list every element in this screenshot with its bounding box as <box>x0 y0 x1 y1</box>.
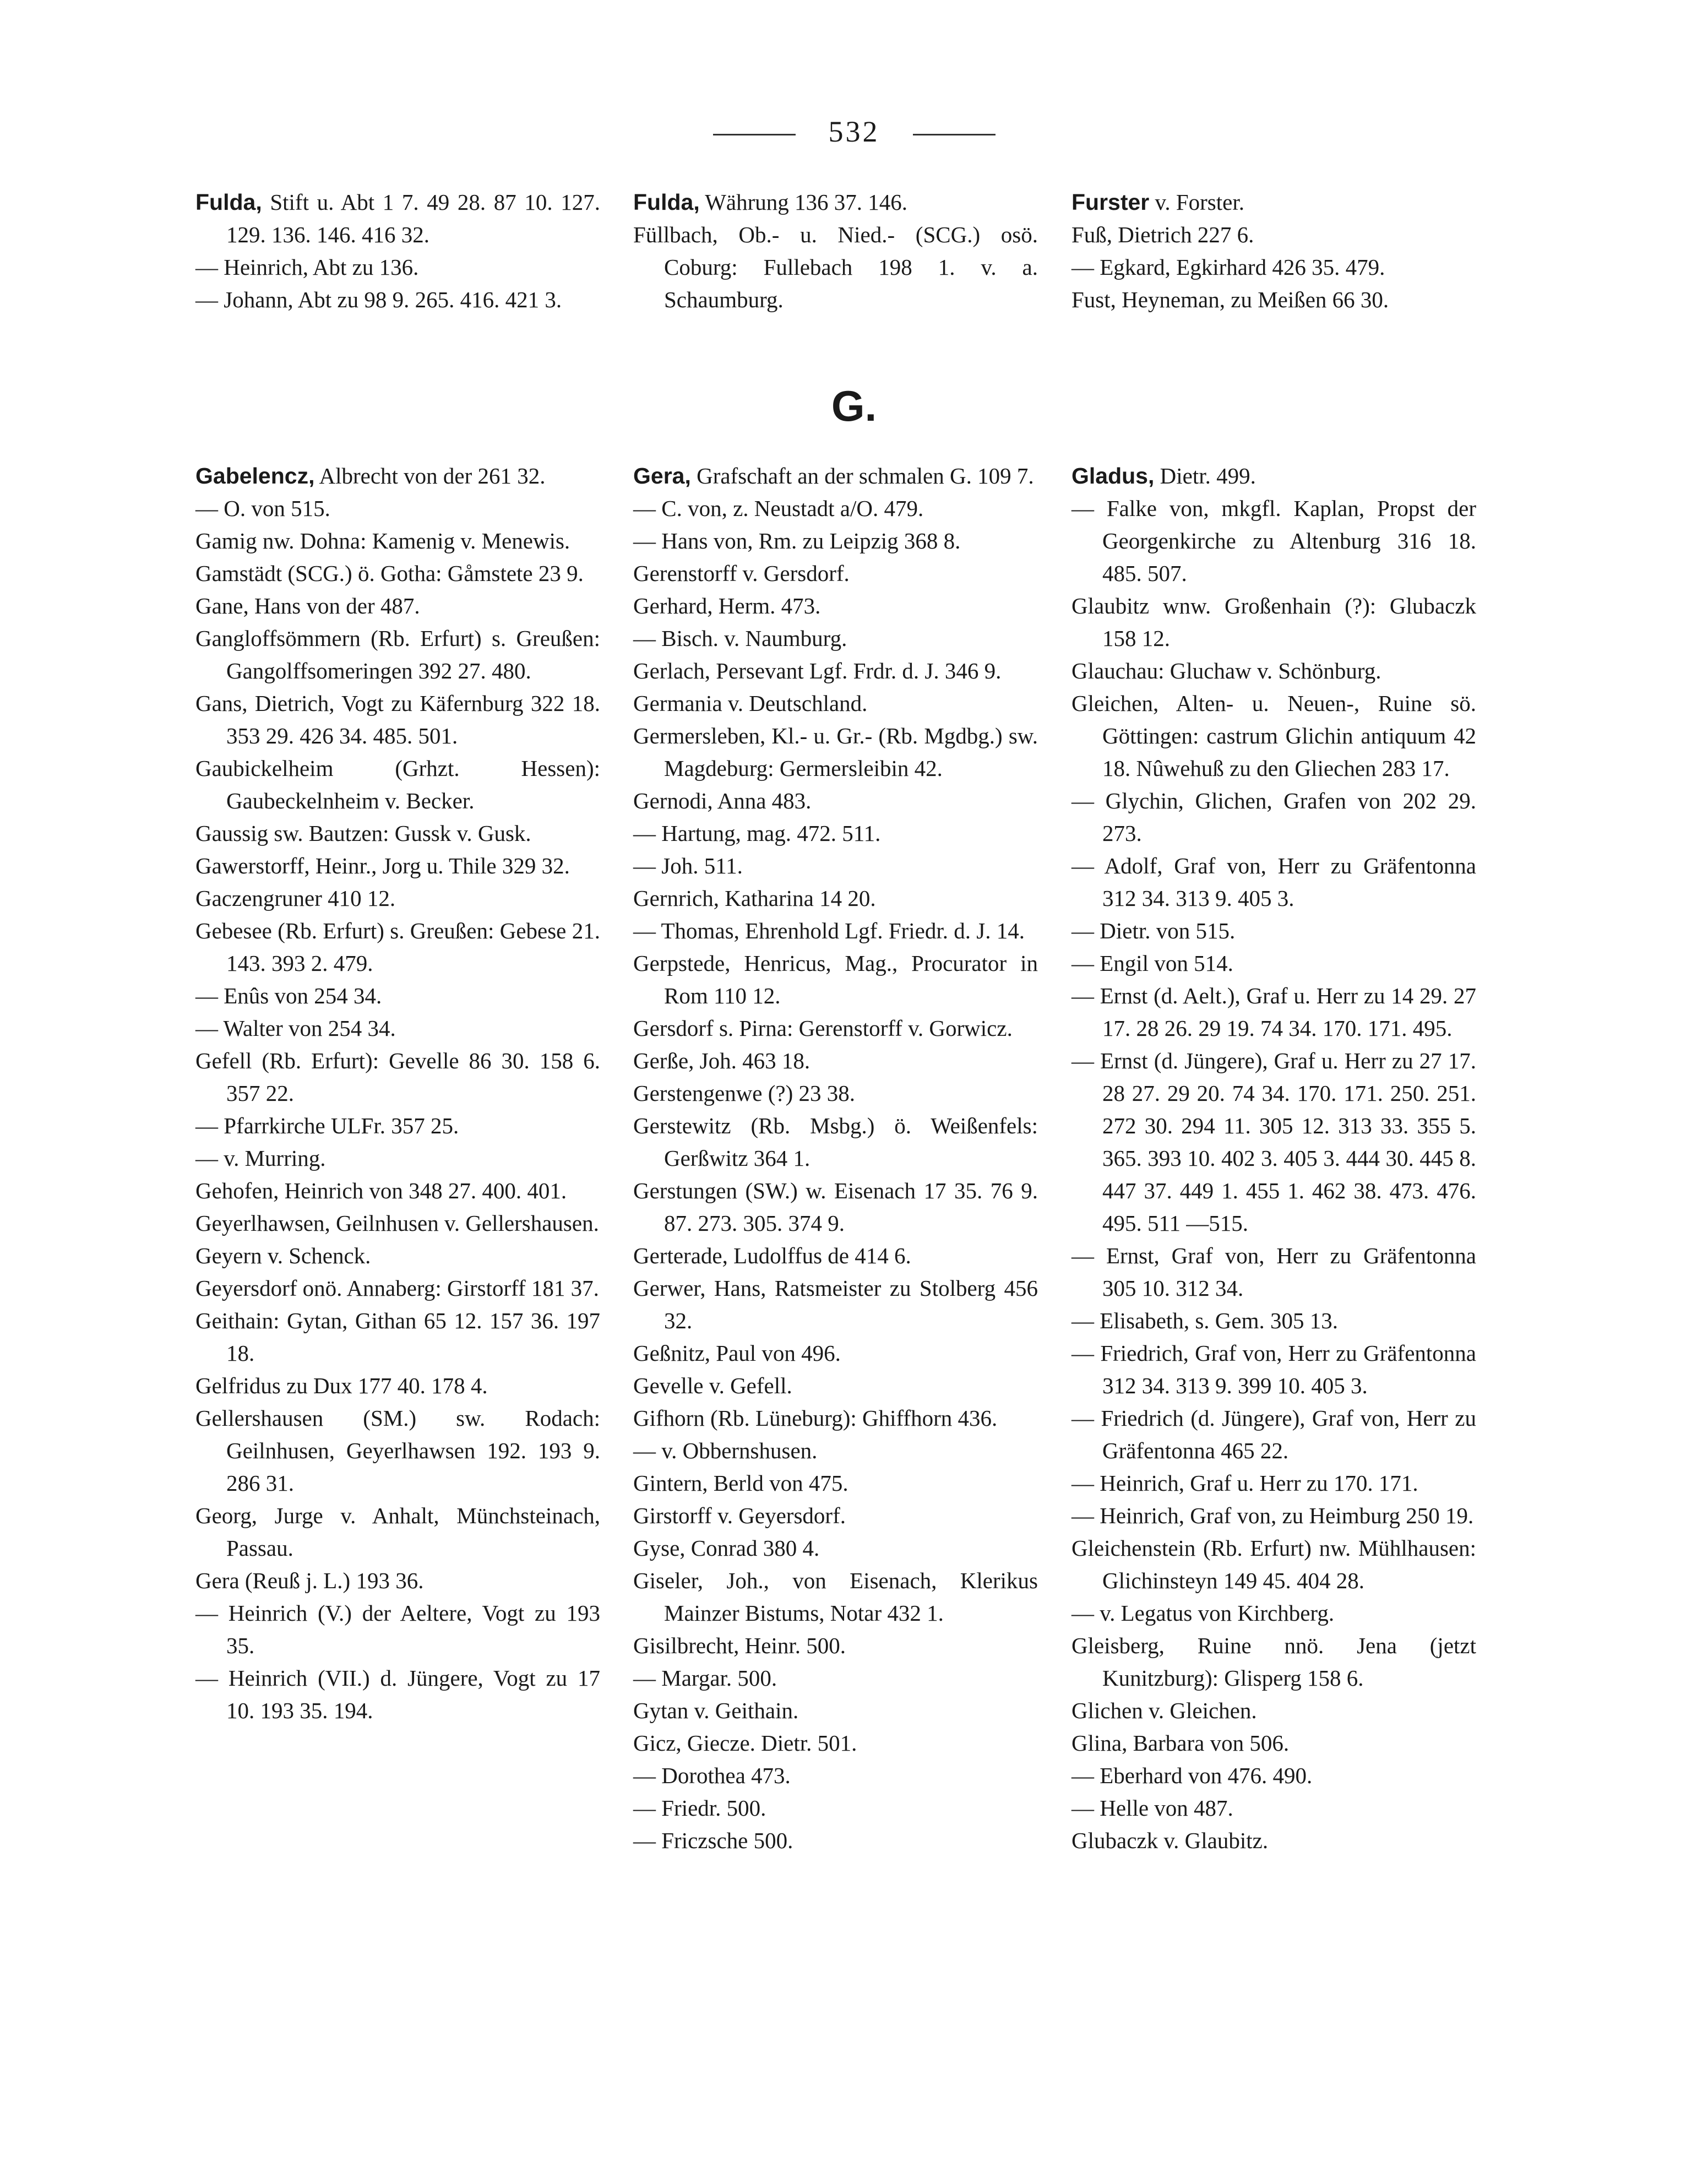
main-column-2 <box>633 460 1038 1857</box>
entry-text: Gera (Reuß j. L.) 193 36. <box>195 1568 424 1593</box>
top-column-2 <box>633 186 1038 316</box>
index-entry <box>195 622 600 687</box>
entry-text: — Thomas, Ehrenhold Lgf. Friedr. d. J. 14. <box>633 918 1025 943</box>
index-entry <box>633 1695 1038 1727</box>
index-entry <box>633 590 1038 622</box>
entry-text: — Ernst (d. Jüngere), Graf u. Herr zu 27 17. 28 27. 29 20. 74 34. 170. 171. 250. 251. 272 30. 294 11. 305 12. 313 33. 355 5. 365. 393 10. 402 3. 405 3. 444 30. 445 8. 447 37. 449 1. 455 1. 462 38. 473. 476. 495. 511 —515. <box>1071 1048 1476 1236</box>
index-entry <box>633 1662 1038 1695</box>
index-entry <box>195 1662 600 1727</box>
entry-text: — Adolf, Graf von, Herr zu Gräfentonna 312 34. 313 9. 405 3. <box>1071 853 1476 911</box>
entry-text: — Eberhard von 476. 490. <box>1071 1763 1313 1788</box>
index-entry <box>1071 1337 1476 1402</box>
entry-text: Gawerstorff, Heinr., Jorg u. Thile 329 32. <box>195 853 570 878</box>
index-entry <box>1071 1727 1476 1760</box>
index-entry <box>633 947 1038 1012</box>
index-entry <box>195 590 600 622</box>
index-entry <box>633 460 1038 492</box>
entry-text: Währung 136 37. 146. <box>699 189 908 215</box>
right-rule <box>913 134 996 135</box>
entry-text: — Heinrich, Abt zu 136. <box>195 254 419 280</box>
top-column-3 <box>1071 186 1476 316</box>
index-entry <box>1071 284 1476 316</box>
index-entry <box>633 622 1038 655</box>
entry-text: — Bisch. v. Naumburg. <box>633 626 847 651</box>
index-entry <box>195 915 600 980</box>
entry-text: Stift u. Abt 1 7. 49 28. 87 10. 127. 129. 136. 146. 416 32. <box>226 189 600 247</box>
entry-text: Fust, Heyneman, zu Meißen 66 30. <box>1071 287 1389 312</box>
index-entry <box>195 850 600 882</box>
page-number-text: 532 <box>828 115 880 148</box>
index-entry <box>1071 915 1476 947</box>
index-entry <box>1071 947 1476 980</box>
entry-text: — Engil von 514. <box>1071 951 1233 976</box>
entry-text: — Egkard, Egkirhard 426 35. 479. <box>1071 254 1385 280</box>
entry-text: Gaubickelheim (Grhzt. Hessen): Gaubeckelnheim v. Becker. <box>195 756 600 813</box>
index-entry <box>1071 1630 1476 1695</box>
entry-text: — Walter von 254 34. <box>195 1016 396 1041</box>
index-entry <box>633 186 1038 219</box>
entry-text: — Heinrich (VII.) d. Jüngere, Vogt zu 17 10. 193 35. 194. <box>195 1665 600 1723</box>
entry-text: Gans, Dietrich, Vogt zu Käfernburg 322 18. 353 29. 426 34. 485. 501. <box>195 691 600 748</box>
entry-text: Gerterade, Ludolffus de 414 6. <box>633 1243 911 1268</box>
entry-head: Gabelencz, <box>195 463 315 488</box>
entry-text: — Helle von 487. <box>1071 1795 1233 1821</box>
entry-text: Gellershausen (SM.) sw. Rodach: Geilnhusen, Geyerlhawsen 192. 193 9. 286 31. <box>195 1405 600 1496</box>
entry-text: Gebesee (Rb. Erfurt) s. Greußen: Gebese 21. 143. 393 2. 479. <box>195 918 600 976</box>
entry-text: — v. Obbernshusen. <box>633 1438 818 1463</box>
index-entry <box>633 219 1038 316</box>
index-entry <box>1071 1045 1476 1240</box>
index-entry <box>195 1597 600 1662</box>
entry-text: — O. von 515. <box>195 496 330 521</box>
entry-text: Gangloffsömmern (Rb. Erfurt) s. Greußen: Gangolffsomeringen 392 27. 480. <box>195 626 600 683</box>
entry-text: Geßnitz, Paul von 496. <box>633 1340 841 1366</box>
entry-text: Gamig nw. Dohna: Kamenig v. Menewis. <box>195 528 570 553</box>
entry-text: Geyersdorf onö. Annaberg: Girstorff 181 37. <box>195 1275 599 1301</box>
index-entry <box>633 1012 1038 1045</box>
index-entry <box>195 1305 600 1370</box>
index-entry <box>633 1110 1038 1175</box>
index-entry <box>1071 1792 1476 1824</box>
entry-text: Gerße, Joh. 463 18. <box>633 1048 811 1073</box>
entry-text: Gamstädt (SCG.) ö. Gotha: Gåmstete 23 9. <box>195 561 584 586</box>
entry-text: Gleisberg, Ruine nnö. Jena (jetzt Kunitzburg): Glisperg 158 6. <box>1071 1633 1476 1691</box>
entry-text: Gerstewitz (Rb. Msbg.) ö. Weißenfels: Gerßwitz 364 1. <box>633 1113 1038 1171</box>
index-entry <box>195 557 600 590</box>
entry-text: Gerstungen (SW.) w. Eisenach 17 35. 76 9. 87. 273. 305. 374 9. <box>633 1178 1038 1236</box>
entry-text: Gernrich, Katharina 14 20. <box>633 886 876 911</box>
index-entry <box>1071 655 1476 687</box>
entry-text: — Pfarrkirche ULFr. 357 25. <box>195 1113 459 1138</box>
index-entry <box>195 186 600 251</box>
index-entry <box>1071 1402 1476 1467</box>
index-entry <box>633 492 1038 525</box>
entry-text: Gehofen, Heinrich von 348 27. 400. 401. <box>195 1178 567 1203</box>
entry-text: — Hartung, mag. 472. 511. <box>633 821 881 846</box>
index-entry <box>1071 1597 1476 1630</box>
entry-text: Geyern v. Schenck. <box>195 1243 371 1268</box>
entry-text: Gaussig sw. Bautzen: Gussk v. Gusk. <box>195 821 531 846</box>
entry-text: Grafschaft an der schmalen G. 109 7. <box>690 463 1034 488</box>
index-entry <box>633 655 1038 687</box>
entry-text: Gerstengenwe (?) 23 38. <box>633 1080 856 1106</box>
index-entry <box>633 1337 1038 1370</box>
index-entry <box>195 460 600 492</box>
index-entry <box>633 1727 1038 1760</box>
index-entry <box>633 915 1038 947</box>
index-entry <box>633 1272 1038 1337</box>
entry-text: — Margar. 500. <box>633 1665 777 1691</box>
entry-text: Gytan v. Geithain. <box>633 1698 799 1723</box>
index-entry <box>1071 785 1476 850</box>
entry-text: Gleichenstein (Rb. Erfurt) nw. Mühlhausen: Glichinsteyn 149 45. 404 28. <box>1071 1535 1476 1593</box>
entry-text: — Friedrich (d. Jüngere), Graf von, Herr zu Gräfentonna 465 22. <box>1071 1405 1476 1463</box>
main-column-3 <box>1071 460 1476 1857</box>
index-entry <box>1071 1824 1476 1857</box>
entry-text: v. Forster. <box>1149 189 1244 215</box>
index-entry <box>633 1565 1038 1630</box>
index-entry <box>633 1500 1038 1532</box>
entry-text: Geyerlhawsen, Geilnhusen v. Gellershausen. <box>195 1210 599 1236</box>
entry-text: Gerhard, Herm. 473. <box>633 593 821 618</box>
index-entry <box>195 1110 600 1142</box>
entry-text: — Friedr. 500. <box>633 1795 766 1821</box>
index-entry <box>633 1175 1038 1240</box>
entry-text: Albrecht von der 261 32. <box>314 463 546 488</box>
index-entry <box>1071 460 1476 492</box>
index-entry <box>633 1240 1038 1272</box>
entry-text: — Dietr. von 515. <box>1071 918 1236 943</box>
entry-text: Gerpstede, Henricus, Mag., Procurator in Rom 110 12. <box>633 951 1038 1008</box>
index-entry <box>633 1760 1038 1792</box>
index-entry <box>633 1630 1038 1662</box>
index-entry <box>633 1077 1038 1110</box>
entry-text: — Heinrich (V.) der Aeltere, Vogt zu 193 35. <box>195 1600 600 1658</box>
entry-text: — Hans von, Rm. zu Leipzig 368 8. <box>633 528 961 553</box>
index-entry <box>195 525 600 557</box>
index-entry <box>633 1532 1038 1565</box>
entry-text: Gicz, Giecze. Dietr. 501. <box>633 1730 857 1756</box>
index-entry <box>633 1792 1038 1824</box>
index-entry <box>1071 492 1476 590</box>
index-entry <box>1071 1467 1476 1500</box>
index-entry <box>195 1175 600 1207</box>
index-entry <box>633 1467 1038 1500</box>
entry-text: — Enûs von 254 34. <box>195 983 382 1008</box>
index-entry <box>195 882 600 915</box>
entry-text: Gefell (Rb. Erfurt): Gevelle 86 30. 158 6. 357 22. <box>195 1048 600 1106</box>
letter-heading: G. <box>831 382 877 430</box>
entry-head: Gladus, <box>1071 463 1155 488</box>
index-entry <box>1071 687 1476 785</box>
entry-text: Gerwer, Hans, Ratsmeister zu Stolberg 456 32. <box>633 1275 1038 1333</box>
entry-text: Germania v. Deutschland. <box>633 691 868 716</box>
entry-text: Glichen v. Gleichen. <box>1071 1698 1257 1723</box>
entry-text: Gaczengruner 410 12. <box>195 886 396 911</box>
entry-text: Glaubitz wnw. Großenhain (?): Glubaczk 158 12. <box>1071 593 1476 651</box>
entry-text: — Friczsche 500. <box>633 1828 793 1853</box>
index-entry <box>195 1012 600 1045</box>
entry-text: — Heinrich, Graf von, zu Heimburg 250 19. <box>1071 1503 1474 1528</box>
index-entry <box>195 1045 600 1110</box>
index-entry <box>1071 251 1476 284</box>
entry-head: Furster <box>1071 189 1150 215</box>
entry-text: Giseler, Joh., von Eisenach, Klerikus Mainzer Bistums, Notar 432 1. <box>633 1568 1038 1626</box>
index-entry <box>1071 1305 1476 1337</box>
index-entry <box>195 980 600 1012</box>
index-entry <box>195 817 600 850</box>
index-entry <box>633 817 1038 850</box>
left-rule <box>713 134 796 135</box>
entry-text: Gisilbrecht, Heinr. 500. <box>633 1633 846 1658</box>
entry-text: — Ernst (d. Aelt.), Graf u. Herr zu 14 29. 27 17. 28 26. 29 19. 74 34. 170. 171. 495. <box>1071 983 1476 1041</box>
index-entry <box>633 687 1038 720</box>
index-entry <box>1071 980 1476 1045</box>
entry-text: — Glychin, Glichen, Grafen von 202 29. 273. <box>1071 788 1476 846</box>
entry-text: — Joh. 511. <box>633 853 743 878</box>
entry-text: Gleichen, Alten- u. Neuen-, Ruine sö. Göttingen: castrum Glichin antiquum 42 18. Nûwehuß zu den Gliechen 283 17. <box>1071 691 1476 781</box>
main-column-1 <box>195 460 600 1727</box>
index-entry <box>633 525 1038 557</box>
index-entry <box>195 492 600 525</box>
entry-text: Fuß, Dietrich 227 6. <box>1071 222 1254 247</box>
index-entry <box>1071 590 1476 655</box>
index-entry <box>1071 850 1476 915</box>
entry-text: — C. von, z. Neustadt a/O. 479. <box>633 496 924 521</box>
entry-head: Fulda, <box>633 189 700 215</box>
index-entry <box>195 1272 600 1305</box>
entry-text: Gelfridus zu Dux 177 40. 178 4. <box>195 1373 488 1398</box>
index-entry <box>633 1435 1038 1467</box>
index-entry <box>633 1045 1038 1077</box>
index-entry <box>633 557 1038 590</box>
index-entry <box>195 752 600 817</box>
index-entry <box>195 687 600 752</box>
index-entry <box>195 1240 600 1272</box>
index-entry <box>1071 1240 1476 1305</box>
entry-text: Gersdorf s. Pirna: Gerenstorff v. Gorwicz. <box>633 1016 1013 1041</box>
entry-text: Germersleben, Kl.- u. Gr.- (Rb. Mgdbg.) sw. Magdeburg: Germersleibin 42. <box>633 723 1038 781</box>
entry-head: Fulda, <box>195 189 262 215</box>
index-entry <box>633 785 1038 817</box>
entry-text: Gerlach, Persevant Lgf. Frdr. d. J. 346 9. <box>633 658 1002 683</box>
entry-text: — Elisabeth, s. Gem. 305 13. <box>1071 1308 1338 1333</box>
entry-text: Füllbach, Ob.- u. Nied.- (SCG.) osö. Coburg: Fullebach 198 1. v. a. Schaumburg. <box>633 222 1038 312</box>
index-entry <box>1071 219 1476 251</box>
index-entry <box>633 720 1038 785</box>
index-entry <box>195 251 600 284</box>
index-entry <box>195 1142 600 1175</box>
entry-head: Gera, <box>633 463 691 488</box>
index-entry <box>1071 1532 1476 1597</box>
entry-text: Georg, Jurge v. Anhalt, Münchsteinach, Passau. <box>195 1503 600 1561</box>
entry-text: Dietr. 499. <box>1154 463 1256 488</box>
entry-text: Geithain: Gytan, Githan 65 12. 157 36. 197 18. <box>195 1308 600 1366</box>
index-entry <box>195 284 600 316</box>
index-entry <box>633 1402 1038 1435</box>
index-entry <box>633 882 1038 915</box>
entry-text: Gyse, Conrad 380 4. <box>633 1535 820 1561</box>
entry-text: — v. Legatus von Kirchberg. <box>1071 1600 1335 1626</box>
index-entry <box>633 1370 1038 1402</box>
index-entry <box>633 850 1038 882</box>
entry-text: — Heinrich, Graf u. Herr zu 170. 171. <box>1071 1470 1418 1496</box>
top-column-1 <box>195 186 600 316</box>
entry-text: Gane, Hans von der 487. <box>195 593 420 618</box>
entry-text: — Falke von, mkgfl. Kaplan, Propst der Georgenkirche zu Altenburg 316 18. 485. 507. <box>1071 496 1476 586</box>
entry-text: — Friedrich, Graf von, Herr zu Gräfentonna 312 34. 313 9. 399 10. 405 3. <box>1071 1340 1476 1398</box>
index-entry <box>195 1565 600 1597</box>
entry-text: — Dorothea 473. <box>633 1763 791 1788</box>
index-entry <box>195 1402 600 1500</box>
index-entry <box>1071 1695 1476 1727</box>
entry-text: Glina, Barbara von 506. <box>1071 1730 1290 1756</box>
entry-text: Gernodi, Anna 483. <box>633 788 812 813</box>
index-entry <box>1071 186 1476 219</box>
index-entry <box>195 1500 600 1565</box>
entry-text: — v. Murring. <box>195 1145 326 1171</box>
entry-text: Girstorff v. Geyersdorf. <box>633 1503 846 1528</box>
index-entry <box>1071 1760 1476 1792</box>
entry-text: Gevelle v. Gefell. <box>633 1373 792 1398</box>
entry-text: — Johann, Abt zu 98 9. 265. 416. 421 3. <box>195 287 562 312</box>
index-entry <box>633 1824 1038 1857</box>
entry-text: Gintern, Berld von 475. <box>633 1470 848 1496</box>
index-entry <box>1071 1500 1476 1532</box>
entry-text: Gerenstorff v. Gersdorf. <box>633 561 850 586</box>
index-entry <box>195 1207 600 1240</box>
entry-text: Glubaczk v. Glaubitz. <box>1071 1828 1269 1853</box>
index-entry <box>195 1370 600 1402</box>
entry-text: Glauchau: Gluchaw v. Schönburg. <box>1071 658 1381 683</box>
entry-text: Gifhorn (Rb. Lüneburg): Ghiffhorn 436. <box>633 1405 998 1431</box>
entry-text: — Ernst, Graf von, Herr zu Gräfentonna 305 10. 312 34. <box>1071 1243 1476 1301</box>
page-number <box>0 115 1708 149</box>
